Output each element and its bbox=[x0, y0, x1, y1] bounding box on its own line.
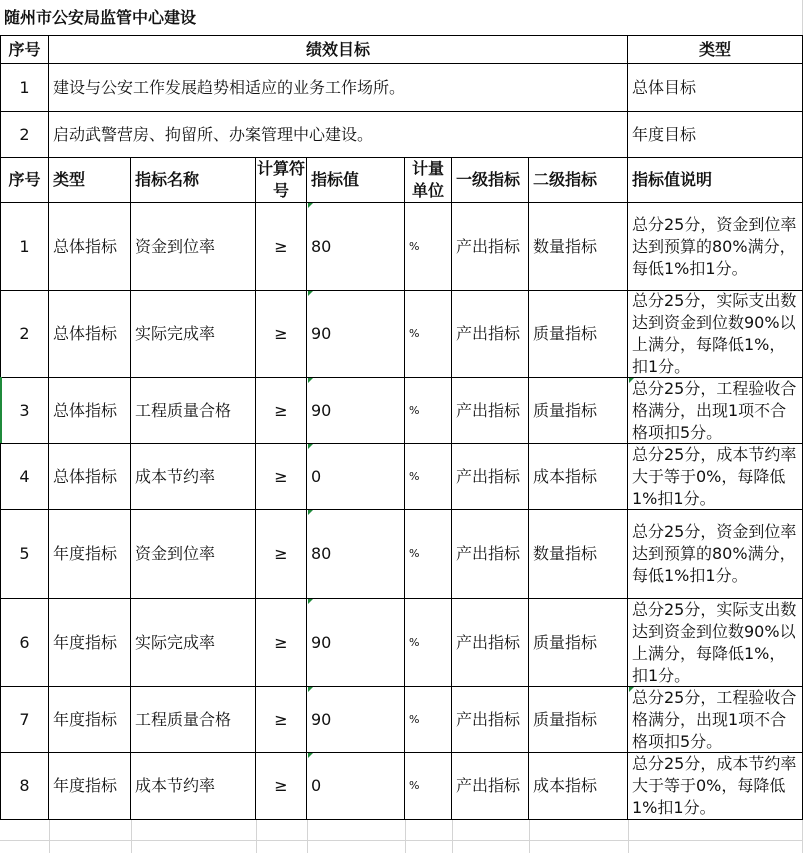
indicator-cell-name[interactable] bbox=[131, 291, 256, 378]
indicator-cell-seq-text: 7 bbox=[19, 709, 30, 729]
goal-header-type-text: 类型 bbox=[698, 39, 731, 59]
indicator-cell-l2-text: 成本指标 bbox=[533, 776, 598, 795]
indicator-cell-name-text: 工程质量合格 bbox=[135, 709, 232, 729]
indicator-cell-unit[interactable] bbox=[405, 687, 452, 753]
indicator-cell-type-text: 年度指标 bbox=[53, 544, 118, 563]
goal-row-type-text: 总体目标 bbox=[632, 77, 697, 97]
indicator-cell-seq-text: 3 bbox=[19, 400, 30, 420]
goal-header-type[interactable] bbox=[628, 36, 803, 64]
indicator-cell-desc[interactable] bbox=[628, 378, 803, 444]
indicator-header-symbol-text: 计算符号 bbox=[256, 159, 305, 200]
goal-row-type-text: 年度目标 bbox=[632, 124, 697, 144]
sheet-title-text: 随州市公安局监管中心建设 bbox=[4, 7, 197, 27]
indicator-cell-desc-text: 总分25分，资金到位率达到预算的80%满分，每低1%扣1分。 bbox=[632, 214, 797, 278]
indicator-cell-l2[interactable] bbox=[529, 510, 628, 599]
indicator-cell-symbol-text: ≥ bbox=[274, 324, 288, 343]
indicator-cell-unit[interactable] bbox=[405, 599, 452, 687]
indicator-cell-l2[interactable] bbox=[529, 687, 628, 753]
indicator-header-value-text: 指标值 bbox=[311, 170, 360, 189]
indicator-header-desc-text: 指标值说明 bbox=[632, 170, 713, 189]
goal-row-text-text: 建设与公安工作发展趋势相适应的业务工作场所。 bbox=[53, 77, 406, 97]
indicator-cell-l2-text: 质量指标 bbox=[533, 400, 598, 420]
indicator-cell-name[interactable] bbox=[131, 510, 256, 599]
goal-row-text[interactable] bbox=[49, 112, 628, 158]
indicator-cell-unit-text: % bbox=[409, 779, 420, 792]
cell-flag-icon bbox=[308, 378, 313, 383]
cell-flag-icon bbox=[308, 444, 313, 449]
indicator-cell-unit-text: % bbox=[409, 635, 420, 649]
indicator-cell-l1-text: 产出指标 bbox=[456, 544, 521, 563]
indicator-cell-unit-text: % bbox=[409, 239, 420, 253]
indicator-cell-symbol[interactable] bbox=[256, 687, 307, 753]
goal-header-goal-text: 绩效目标 bbox=[305, 39, 370, 59]
indicator-cell-type-text: 总体指标 bbox=[53, 466, 118, 486]
cell-flag-icon bbox=[308, 753, 313, 758]
indicator-cell-unit[interactable] bbox=[405, 510, 452, 599]
indicator-cell-type[interactable] bbox=[49, 510, 131, 599]
indicator-cell-symbol-text: ≥ bbox=[274, 236, 288, 256]
indicator-cell-l2-text: 数量指标 bbox=[533, 236, 598, 256]
indicator-header-name[interactable] bbox=[131, 158, 256, 203]
indicator-cell-l2[interactable] bbox=[529, 203, 628, 291]
indicator-header-type[interactable] bbox=[49, 158, 131, 203]
indicator-header-seq-text: 序号 bbox=[8, 170, 41, 189]
indicator-cell-unit-text: % bbox=[409, 327, 420, 340]
indicator-header-desc[interactable] bbox=[628, 158, 803, 203]
indicator-cell-seq[interactable] bbox=[0, 444, 49, 510]
gridline bbox=[405, 820, 406, 853]
indicator-cell-symbol-text: ≥ bbox=[274, 709, 288, 729]
indicator-cell-name-text: 实际完成率 bbox=[135, 632, 216, 652]
indicator-header-l2-text: 二级指标 bbox=[533, 170, 598, 189]
indicator-cell-value-text: 90 bbox=[311, 324, 332, 343]
indicator-cell-unit-text: % bbox=[409, 547, 420, 560]
gridline bbox=[452, 820, 453, 853]
indicator-cell-l1[interactable] bbox=[452, 291, 529, 378]
indicator-cell-unit-text: % bbox=[409, 469, 420, 483]
goal-row-seq-text: 1 bbox=[19, 77, 30, 97]
indicator-cell-l1[interactable] bbox=[452, 203, 529, 291]
indicator-cell-seq-text: 6 bbox=[19, 632, 30, 652]
cell-flag-icon bbox=[308, 291, 313, 296]
indicator-cell-seq-text: 1 bbox=[19, 236, 30, 256]
gridline bbox=[628, 820, 629, 853]
indicator-cell-desc[interactable] bbox=[628, 687, 803, 753]
indicator-cell-seq-text: 8 bbox=[19, 776, 30, 795]
cell-flag-icon bbox=[308, 599, 313, 604]
indicator-cell-seq[interactable] bbox=[0, 378, 49, 444]
indicator-cell-type-text: 总体指标 bbox=[53, 324, 118, 343]
indicator-cell-name-text: 实际完成率 bbox=[135, 324, 216, 343]
cell-flag-icon bbox=[308, 203, 313, 208]
selection-marker bbox=[0, 377, 2, 443]
indicator-cell-l2[interactable] bbox=[529, 753, 628, 820]
indicator-cell-name[interactable] bbox=[131, 753, 256, 820]
indicator-cell-desc-text: 总分25分，成本节约率大于等于0%，每降低1%扣1分。 bbox=[632, 754, 797, 817]
indicator-cell-seq[interactable] bbox=[0, 291, 49, 378]
indicator-cell-l1-text: 产出指标 bbox=[456, 400, 521, 420]
goal-row-text-text: 启动武警营房、拘留所、办案管理中心建设。 bbox=[53, 124, 374, 144]
indicator-cell-seq-text: 4 bbox=[19, 466, 30, 486]
indicator-cell-l1[interactable] bbox=[452, 753, 529, 820]
indicator-header-l1-text: 一级指标 bbox=[456, 170, 521, 189]
indicator-cell-seq[interactable] bbox=[0, 203, 49, 291]
indicator-cell-l2[interactable] bbox=[529, 291, 628, 378]
goal-row-text[interactable] bbox=[49, 64, 628, 112]
indicator-cell-l2-text: 成本指标 bbox=[533, 466, 598, 486]
indicator-cell-l1[interactable] bbox=[452, 510, 529, 599]
indicator-cell-l2-text: 数量指标 bbox=[533, 544, 598, 563]
indicator-cell-type[interactable] bbox=[49, 444, 131, 510]
indicator-cell-desc[interactable] bbox=[628, 203, 803, 291]
indicator-cell-desc-text: 总分25分，工程验收合格满分，出现1项不合格项扣5分。 bbox=[632, 378, 797, 442]
indicator-header-value[interactable] bbox=[307, 158, 405, 203]
indicator-cell-value[interactable] bbox=[307, 378, 405, 444]
indicator-cell-l1-text: 产出指标 bbox=[456, 632, 521, 652]
indicator-cell-desc-text: 总分25分，实际支出数达到资金到位数90%以上满分，每降低1%，扣1分。 bbox=[632, 291, 797, 376]
cell-flag-icon bbox=[308, 510, 313, 515]
indicator-cell-type[interactable] bbox=[49, 599, 131, 687]
indicator-cell-l1[interactable] bbox=[452, 599, 529, 687]
indicator-header-l2[interactable] bbox=[529, 158, 628, 203]
indicator-cell-l1-text: 产出指标 bbox=[456, 324, 521, 343]
indicator-cell-unit[interactable] bbox=[405, 444, 452, 510]
indicator-cell-type-text: 总体指标 bbox=[53, 236, 118, 256]
goal-row-seq[interactable] bbox=[0, 112, 49, 158]
indicator-cell-value-text: 0 bbox=[311, 776, 322, 795]
sheet-title[interactable] bbox=[0, 0, 803, 36]
indicator-header-unit-text: 计量单位 bbox=[411, 159, 444, 200]
indicator-cell-desc[interactable] bbox=[628, 291, 803, 378]
indicator-cell-name-text: 资金到位率 bbox=[135, 236, 216, 256]
indicator-cell-value[interactable] bbox=[307, 203, 405, 291]
goal-row-type[interactable] bbox=[628, 112, 803, 158]
indicator-cell-name[interactable] bbox=[131, 599, 256, 687]
indicator-cell-value-text: 90 bbox=[311, 632, 332, 652]
indicator-cell-value-text: 80 bbox=[311, 236, 332, 256]
indicator-cell-type[interactable] bbox=[49, 291, 131, 378]
indicator-cell-value[interactable] bbox=[307, 687, 405, 753]
indicator-cell-type-text: 总体指标 bbox=[53, 400, 118, 420]
indicator-cell-name-text: 成本节约率 bbox=[135, 776, 216, 795]
gridline bbox=[307, 820, 308, 853]
indicator-cell-l1[interactable] bbox=[452, 444, 529, 510]
indicator-cell-l2-text: 质量指标 bbox=[533, 632, 598, 652]
indicator-cell-symbol[interactable] bbox=[256, 291, 307, 378]
indicator-cell-unit[interactable] bbox=[405, 378, 452, 444]
goal-header-goal[interactable] bbox=[49, 36, 628, 64]
indicator-cell-desc[interactable] bbox=[628, 753, 803, 820]
indicator-cell-unit-text: % bbox=[409, 712, 420, 726]
indicator-header-seq[interactable] bbox=[0, 158, 49, 203]
indicator-cell-value[interactable] bbox=[307, 444, 405, 510]
indicator-header-name-text: 指标名称 bbox=[135, 170, 200, 189]
indicator-cell-symbol-text: ≥ bbox=[274, 544, 288, 563]
indicator-cell-symbol[interactable] bbox=[256, 378, 307, 444]
indicator-cell-seq[interactable] bbox=[0, 599, 49, 687]
indicator-cell-type[interactable] bbox=[49, 203, 131, 291]
gridline bbox=[529, 820, 530, 853]
indicator-cell-symbol-text: ≥ bbox=[274, 632, 288, 652]
indicator-cell-symbol[interactable] bbox=[256, 753, 307, 820]
indicator-cell-name[interactable] bbox=[131, 687, 256, 753]
indicator-cell-type[interactable] bbox=[49, 378, 131, 444]
indicator-cell-name[interactable] bbox=[131, 378, 256, 444]
indicator-cell-seq[interactable] bbox=[0, 510, 49, 599]
indicator-header-l1[interactable] bbox=[452, 158, 529, 203]
indicator-cell-desc[interactable] bbox=[628, 444, 803, 510]
indicator-header-type-text: 类型 bbox=[53, 170, 86, 189]
goal-header-seq[interactable] bbox=[0, 36, 49, 64]
indicator-cell-symbol[interactable] bbox=[256, 510, 307, 599]
indicator-cell-value[interactable] bbox=[307, 510, 405, 599]
indicator-cell-desc-text: 总分25分，资金到位率达到预算的80%满分，每低1%扣1分。 bbox=[632, 522, 797, 585]
indicator-cell-value-text: 80 bbox=[311, 544, 332, 563]
gridline bbox=[256, 820, 257, 853]
indicator-cell-desc[interactable] bbox=[628, 510, 803, 599]
indicator-cell-seq[interactable] bbox=[0, 687, 49, 753]
indicator-cell-desc-text: 总分25分，实际支出数达到资金到位数90%以上满分，每降低1%，扣1分。 bbox=[632, 599, 797, 685]
indicator-cell-seq-text: 2 bbox=[19, 324, 30, 343]
indicator-cell-name[interactable] bbox=[131, 203, 256, 291]
indicator-cell-l1-text: 产出指标 bbox=[456, 709, 521, 729]
indicator-cell-value[interactable] bbox=[307, 291, 405, 378]
indicator-cell-symbol[interactable] bbox=[256, 599, 307, 687]
indicator-header-unit[interactable] bbox=[405, 158, 452, 203]
goal-header-seq-text: 序号 bbox=[8, 39, 41, 59]
gridline bbox=[131, 820, 132, 853]
indicator-cell-l1-text: 产出指标 bbox=[456, 776, 521, 795]
indicator-cell-name-text: 资金到位率 bbox=[135, 544, 216, 563]
indicator-cell-l2-text: 质量指标 bbox=[533, 709, 598, 729]
indicator-cell-symbol-text: ≥ bbox=[274, 400, 288, 420]
indicator-cell-name-text: 工程质量合格 bbox=[135, 400, 232, 420]
indicator-cell-desc-text: 总分25分，成本节约率大于等于0%，每降低1%扣1分。 bbox=[632, 444, 797, 508]
indicator-cell-name-text: 成本节约率 bbox=[135, 466, 216, 486]
indicator-cell-desc[interactable] bbox=[628, 599, 803, 687]
indicator-cell-l2[interactable] bbox=[529, 444, 628, 510]
cell-flag-icon bbox=[308, 687, 313, 692]
indicator-cell-type[interactable] bbox=[49, 753, 131, 820]
indicator-cell-value-text: 0 bbox=[311, 466, 322, 486]
indicator-cell-type-text: 年度指标 bbox=[53, 709, 118, 729]
indicator-cell-l2[interactable] bbox=[529, 599, 628, 687]
indicator-cell-symbol[interactable] bbox=[256, 203, 307, 291]
indicator-cell-l1-text: 产出指标 bbox=[456, 236, 521, 256]
indicator-cell-unit[interactable] bbox=[405, 203, 452, 291]
indicator-cell-l1[interactable] bbox=[452, 687, 529, 753]
indicator-cell-l1-text: 产出指标 bbox=[456, 466, 521, 486]
indicator-cell-value[interactable] bbox=[307, 753, 405, 820]
indicator-cell-symbol-text: ≥ bbox=[274, 776, 288, 795]
indicator-cell-value[interactable] bbox=[307, 599, 405, 687]
indicator-cell-unit-text: % bbox=[409, 403, 420, 417]
goal-row-type[interactable] bbox=[628, 64, 803, 112]
indicator-cell-unit[interactable] bbox=[405, 753, 452, 820]
indicator-cell-desc-text: 总分25分，工程验收合格满分，出现1项不合格项扣5分。 bbox=[632, 687, 797, 751]
indicator-cell-value-text: 90 bbox=[311, 709, 332, 729]
indicator-cell-l1[interactable] bbox=[452, 378, 529, 444]
cell-flag-icon bbox=[629, 687, 634, 692]
indicator-cell-l2-text: 质量指标 bbox=[533, 324, 598, 343]
indicator-cell-symbol-text: ≥ bbox=[274, 466, 288, 486]
indicator-cell-type-text: 年度指标 bbox=[53, 776, 118, 795]
indicator-cell-type[interactable] bbox=[49, 687, 131, 753]
indicator-cell-seq-text: 5 bbox=[19, 544, 30, 563]
indicator-cell-unit[interactable] bbox=[405, 291, 452, 378]
indicator-cell-symbol[interactable] bbox=[256, 444, 307, 510]
indicator-cell-l2[interactable] bbox=[529, 378, 628, 444]
gridline bbox=[0, 840, 803, 841]
indicator-cell-type-text: 年度指标 bbox=[53, 632, 118, 652]
indicator-cell-name[interactable] bbox=[131, 444, 256, 510]
goal-row-seq[interactable] bbox=[0, 64, 49, 112]
indicator-cell-seq[interactable] bbox=[0, 753, 49, 820]
gridline bbox=[49, 820, 50, 853]
indicator-cell-value-text: 90 bbox=[311, 400, 332, 420]
indicator-header-symbol[interactable] bbox=[256, 158, 307, 203]
goal-row-seq-text: 2 bbox=[19, 124, 30, 144]
cell-flag-icon bbox=[629, 378, 634, 383]
